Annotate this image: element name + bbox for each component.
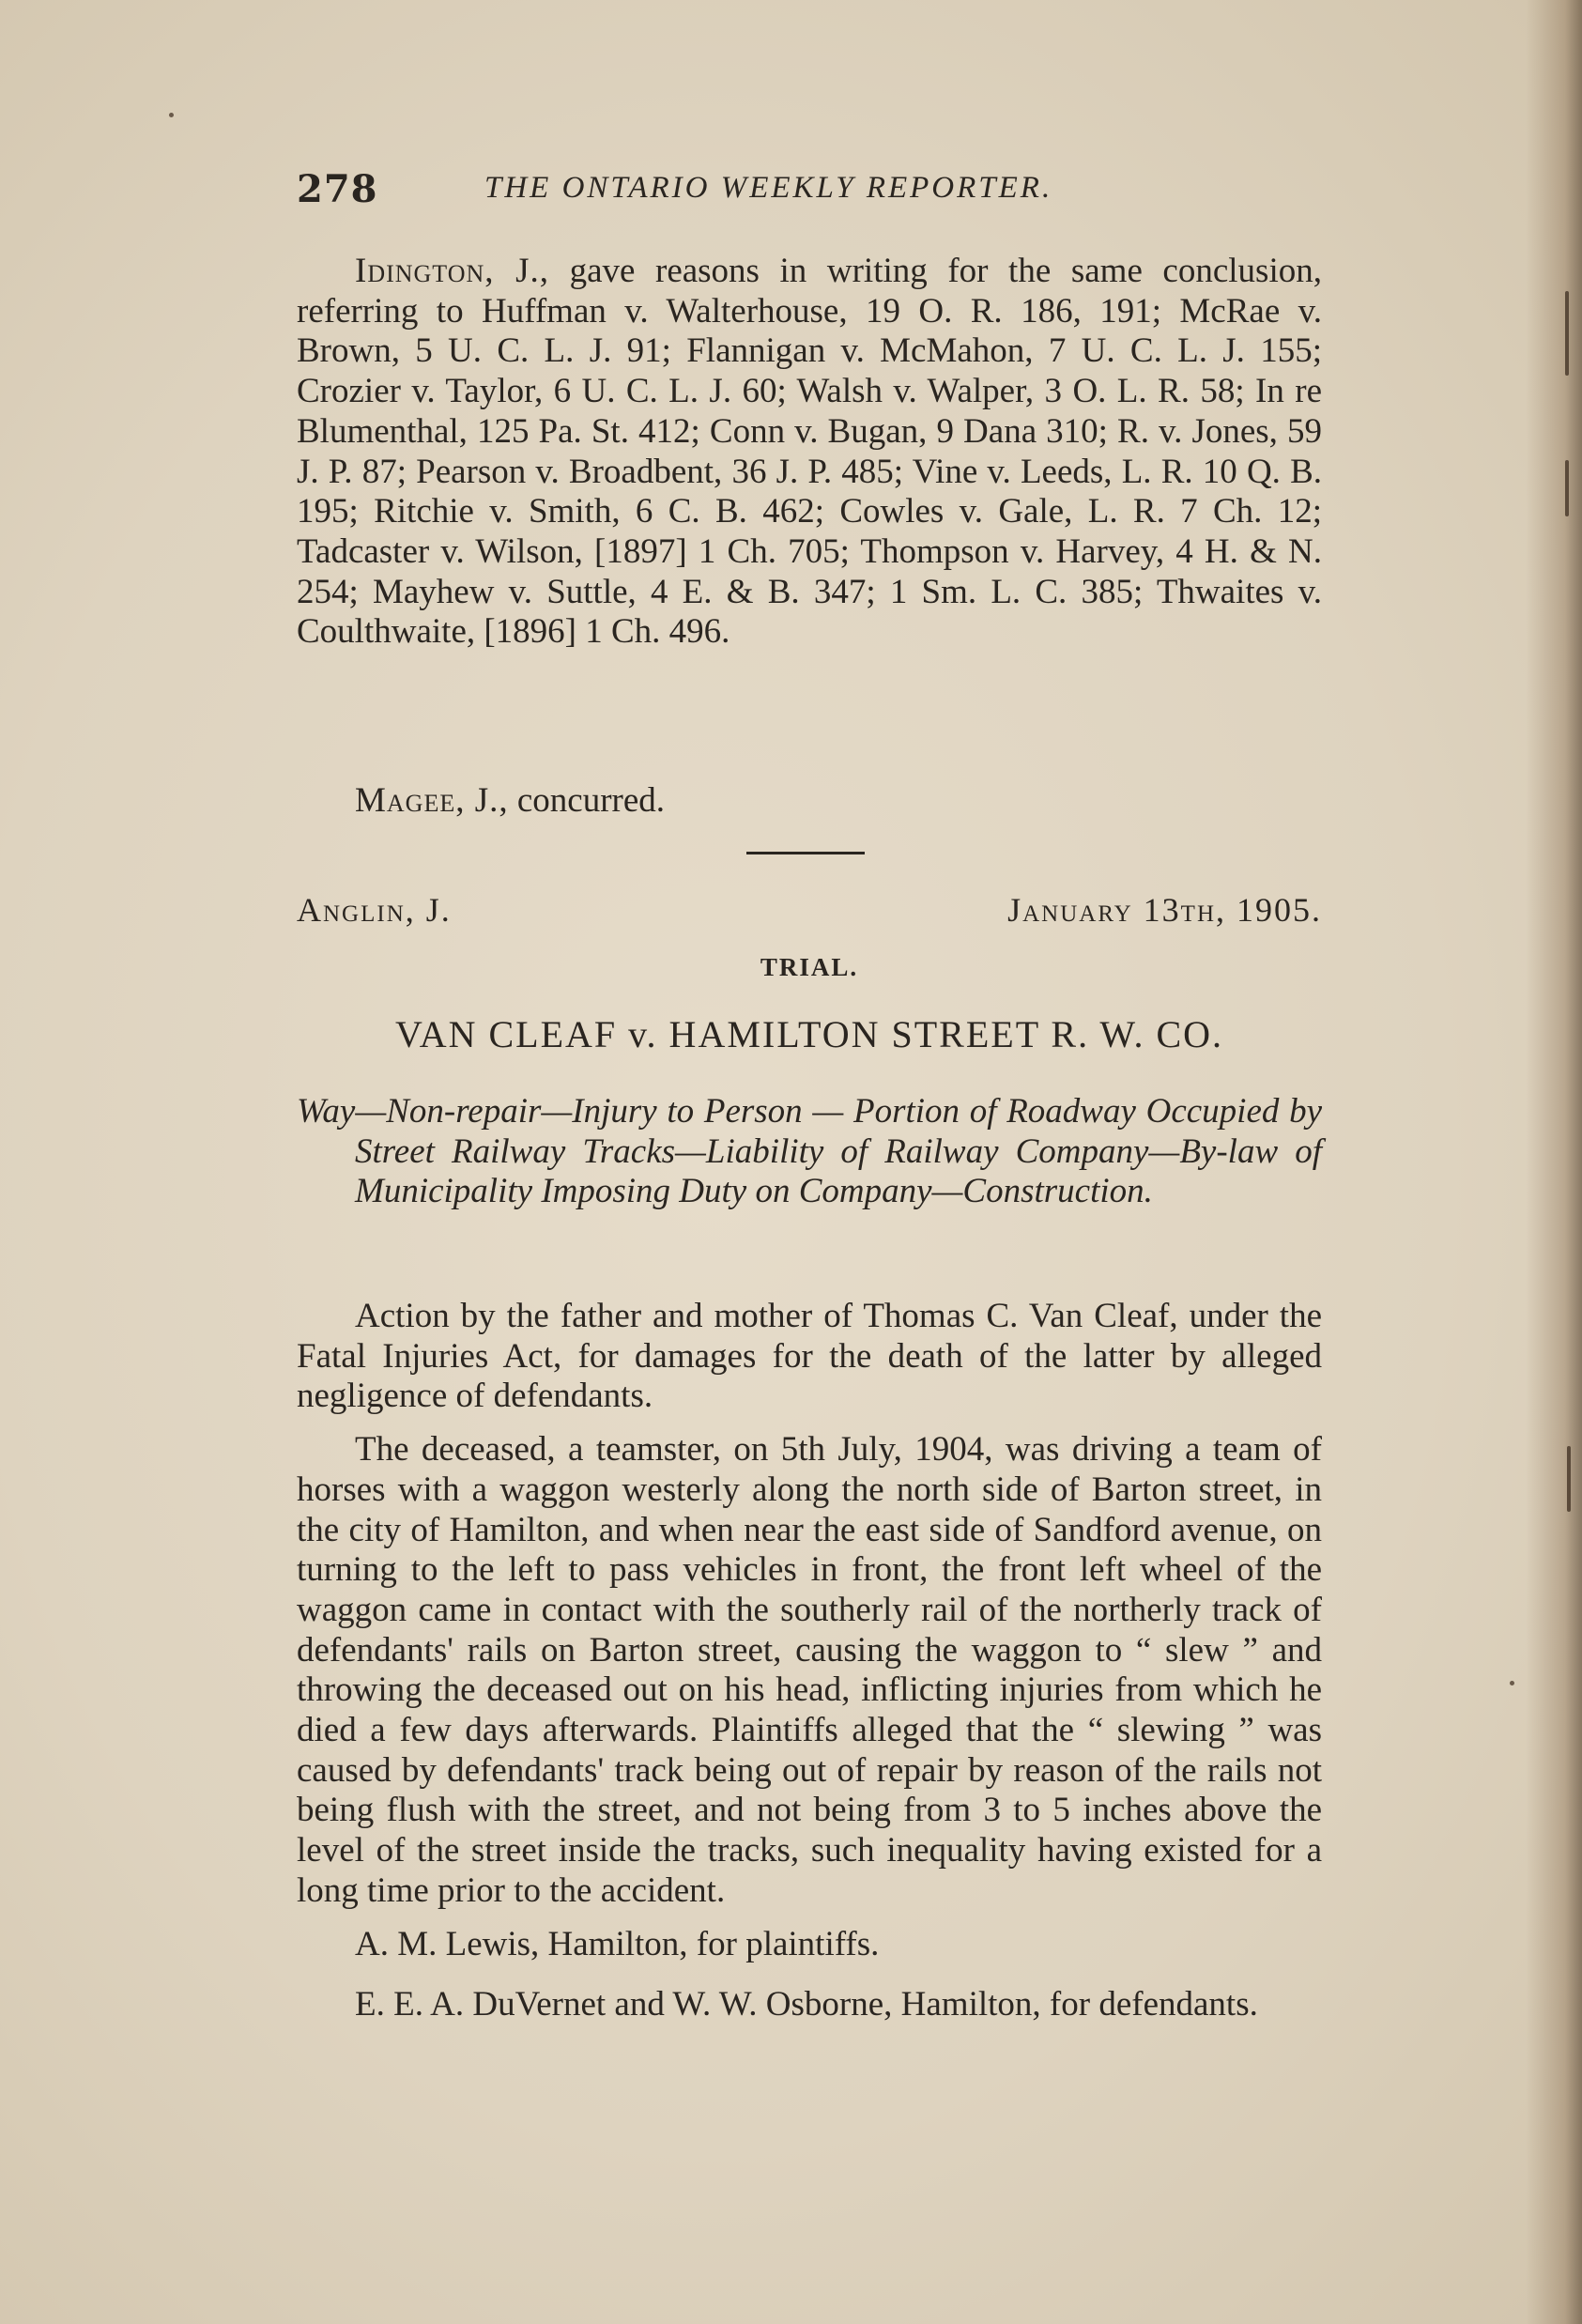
headnote: Way—Non-repair—Injury to Person — Portion of Roadway Occupied by Street Railway Tracks—Liability of Railway Company—By-law of Municipality Imposing Duty on Company—Construction.	[297, 1092, 1322, 1211]
judge-name: Idington, J.,	[355, 252, 549, 290]
edge-mark	[1567, 1446, 1571, 1512]
concurrence-paragraph	[297, 781, 1322, 822]
body-paragraph-1: Action by the father and mother of Thomas C. Van Cleaf, under the Fatal Injuries Act, for damages for the death of the latter by alleged negligence of defendants.	[297, 1297, 1322, 1416]
counsel-plaintiffs: A. M. Lewis, Hamilton, for plaintiffs.	[355, 1924, 880, 1963]
running-head	[297, 167, 1322, 214]
trial-judge: Anglin, J.	[297, 891, 452, 929]
paper-speck	[169, 113, 174, 117]
page-number: 278	[297, 167, 378, 211]
case-body	[297, 1297, 1322, 2032]
page-edge-shadow	[1526, 0, 1582, 2324]
edge-mark	[1565, 291, 1569, 376]
journal-title: THE ONTARIO WEEKLY REPORTER.	[484, 171, 1053, 205]
case-title: VAN CLEAF v. HAMILTON STREET R. W. CO.	[394, 1013, 1224, 1055]
concurrence-text: concurred.	[508, 781, 666, 820]
body-paragraph-2: The deceased, a teamster, on 5th July, 1904, was driving a team of horses with a waggon westerly along the north side of Barton street, in the city of Hamilton, and when near the east side of Sandford avenue, on turning to the left to pass vehicles in front, the front left wheel of the waggon came in contact with the southerly rail of the northerly track of defendants' rails on Barton street, causing the waggon to “ slew ” and throwing the deceased out on his head, inflicting injuries from which he died a few days afterwards. Plaintiffs alleged that the “ slewing ” was caused by defendants' track being out of repair by reason of the rails not being flush with the street, and not being from 3 to 5 inches above the level of the street inside the tracks, such inequality having existed for a long time prior to the accident.	[297, 1430, 1322, 1910]
decision-date: January 13th, 1905.	[1007, 891, 1322, 929]
counsel-defendants: E. E. A. DuVernet and W. W. Osborne, Hamilton, for defendants.	[355, 1985, 1258, 2024]
opinion-paragraph	[297, 252, 1322, 653]
proceeding-label: TRIAL.	[760, 953, 859, 981]
section-divider	[746, 852, 865, 854]
case-judge-line	[297, 890, 1322, 933]
edge-mark	[1565, 460, 1569, 516]
concurring-judge: Magee, J.,	[355, 781, 509, 820]
paper-speck	[1510, 1681, 1514, 1685]
opinion-text: gave reasons in writing for the same conclusion, referring to Huffman v. Walterhouse, 19 O. R. 186, 191; McRae v. Brown, 5 U. C. L. J. 91; Flannigan v. McMahon, 7 U. C. L. J. 155; Crozier v. Taylor, 6 U. C. L. J. 60; Walsh v. Walper, 3 O. L. R. 58; In re Blumenthal, 125 Pa. St. 412; Conn v. Bugan, 9 Dana 310; R. v. Jones, 59 J. P. 87; Pearson v. Broadbent, 36 J. P. 485; Vine v. Leeds, L. R. 10 Q. B. 195; Ritchie v. Smith, 6 C. B. 462; Cowles v. Gale, L. R. 7 Ch. 12; Tadcaster v. Wilson, [1897] 1 Ch. 705; Thompson v. Harvey, 4 H. & N. 254; Mayhew v. Suttle, 4 E. & B. 347; 1 Sm. L. C. 385; Thwaites v. Coulthwaite, [1896] 1 Ch. 496.	[297, 252, 1322, 652]
